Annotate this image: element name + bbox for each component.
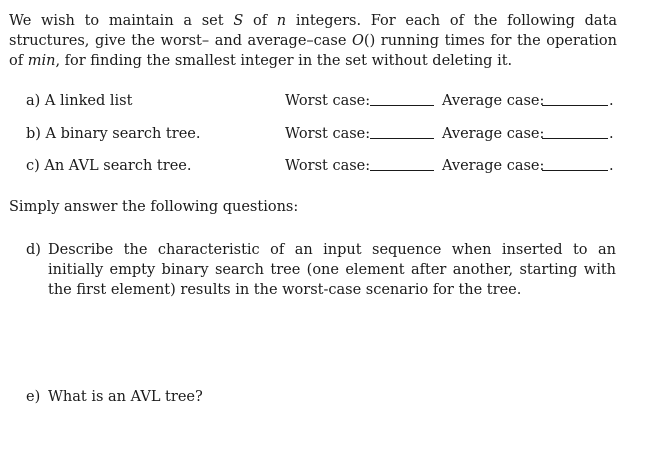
- structure-label: c) An AVL search tree.: [26, 158, 192, 174]
- structure-row-bst: [0, 124, 661, 144]
- average-case-label: Average case:: [442, 126, 545, 142]
- set-variable: S: [233, 13, 244, 29]
- question-e: [26, 387, 203, 407]
- big-o-symbol: O: [352, 33, 364, 49]
- intro-text-4: () running times for the operation of: [9, 33, 617, 69]
- n-variable: n: [276, 13, 287, 29]
- intro-paragraph: [9, 11, 617, 71]
- question-label: e): [26, 389, 41, 405]
- average-case-blank[interactable]: [542, 170, 608, 171]
- average-case-blank[interactable]: [542, 105, 608, 106]
- intro-text-5: , for finding the smallest integer in the set without deleting it.: [55, 53, 513, 69]
- question-d: [26, 240, 616, 300]
- question-text: What is an AVL tree?: [48, 389, 203, 405]
- section-instruction: Simply answer the following questions:: [9, 199, 299, 215]
- row-period: .: [609, 93, 614, 109]
- question-text: Describe the characteristic of an input sequence when inserted to an initially empty binary search tree (one element after another, starting with the first element) results in the worst-case scenario for the tree.: [48, 242, 616, 298]
- structure-label: b) A binary search tree.: [26, 126, 201, 142]
- min-operation: min: [27, 53, 56, 69]
- worst-case-label: Worst case:: [285, 126, 371, 142]
- worst-case-label: Worst case:: [285, 93, 371, 109]
- row-period: .: [609, 158, 614, 174]
- worst-case-blank[interactable]: [370, 105, 434, 106]
- structure-row-linked-list: [0, 91, 661, 111]
- worst-case-blank[interactable]: [370, 170, 434, 171]
- average-case-label: Average case:: [442, 158, 545, 174]
- worst-case-blank[interactable]: [370, 138, 434, 139]
- worst-case-label: Worst case:: [285, 158, 371, 174]
- intro-text-3: integers. For each of the following data structures, give the worst– and average–case: [9, 13, 617, 49]
- intro-text-1: We wish to maintain a set: [9, 13, 234, 29]
- intro-text-2: of: [243, 13, 277, 29]
- average-case-blank[interactable]: [542, 138, 608, 139]
- question-label: d): [26, 242, 41, 258]
- row-period: .: [609, 126, 614, 142]
- average-case-label: Average case:: [442, 93, 545, 109]
- structure-row-avl: [0, 156, 661, 176]
- structure-label: a) A linked list: [26, 93, 133, 109]
